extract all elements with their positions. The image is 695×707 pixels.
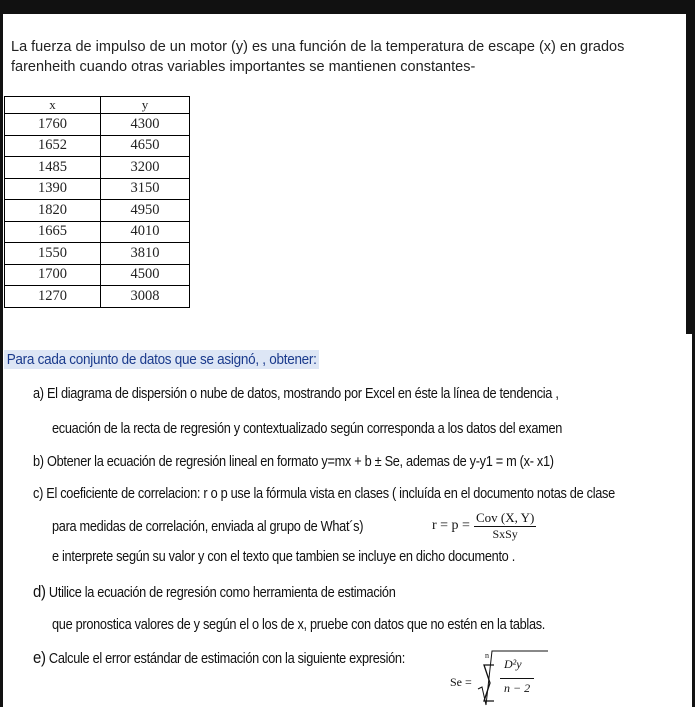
table-row — [5, 264, 190, 286]
correlation-formula — [432, 510, 536, 542]
correlation-denominator: SxSy — [492, 527, 518, 541]
standard-error-formula — [450, 647, 550, 707]
data-table — [4, 96, 190, 308]
table-header-row — [5, 97, 190, 114]
right-border-top — [686, 14, 695, 334]
summation-sign-icon — [482, 663, 496, 703]
item-c-text-1: El coeficiente de correlacion: r o p use la fórmula vista en clases ( incluída en el documento notas de clase — [46, 486, 615, 502]
table-row — [5, 243, 190, 265]
item-d-text-1: Utilice la ecuación de regresión como herramienta de estimación — [48, 585, 396, 601]
cell-x: 1485 — [5, 157, 101, 179]
item-e-text-1: Calcule el error estándar de estimación con la siguiente expresión: — [48, 651, 405, 667]
item-c-text-2: para medidas de correlación, enviada al grupo de What´s) — [52, 519, 364, 535]
cell-y: 4650 — [101, 135, 190, 157]
table-row — [5, 157, 190, 179]
cell-x: 1390 — [5, 178, 101, 200]
se-lhs: Se = — [450, 675, 472, 689]
cell-y: 4300 — [101, 114, 190, 136]
cell-x: 1652 — [5, 135, 101, 157]
left-border — [0, 14, 3, 707]
se-numerator: D²y — [504, 657, 522, 671]
instructions-heading: Para cada conjunto de datos que se asignó, , obtener: — [4, 350, 319, 369]
item-d-line-1 — [33, 582, 396, 602]
table-row — [5, 286, 190, 308]
item-e-label: e) — [33, 648, 46, 667]
correlation-lhs: r = p = — [432, 518, 470, 533]
correlation-fraction — [474, 510, 536, 542]
se-fraction-bar — [500, 678, 534, 679]
item-a-text-1: El diagrama de dispersión o nube de datos, mostrando por Excel en éste la línea de tendencia , — [46, 386, 559, 402]
cell-y: 3150 — [101, 178, 190, 200]
cell-y: 4010 — [101, 221, 190, 243]
item-b-label: b) — [33, 454, 44, 470]
se-upper-limit: n — [485, 651, 489, 660]
cell-x: 1665 — [5, 221, 101, 243]
cell-y: 3810 — [101, 243, 190, 265]
cell-x: 1820 — [5, 200, 101, 222]
item-e-line-1 — [33, 648, 405, 668]
cell-x: 1700 — [5, 264, 101, 286]
item-a-label: a) — [33, 386, 44, 402]
intro-paragraph — [11, 37, 671, 77]
header-y: y — [101, 97, 190, 114]
cell-x: 1760 — [5, 114, 101, 136]
item-c-line-1 — [33, 486, 615, 502]
cell-y: 3008 — [101, 286, 190, 308]
item-a-line-1 — [33, 386, 559, 402]
correlation-numerator: Cov (X, Y) — [475, 510, 535, 525]
table-row — [5, 200, 190, 222]
table-row — [5, 178, 190, 200]
table-row — [5, 114, 190, 136]
intro-line-2: farenheith cuando otras variables importantes se mantienen constantes- — [11, 59, 476, 75]
intro-line-1: La fuerza de impulso de un motor (y) es una función de la temperatura de escape (x) en grados — [11, 39, 625, 55]
item-a-text-2: ecuación de la recta de regresión y contextualizado según corresponda a los datos del examen — [52, 421, 563, 437]
cell-x: 1550 — [5, 243, 101, 265]
top-border — [0, 0, 695, 14]
item-d-label: d) — [33, 582, 46, 601]
item-d-text-2: que pronostica valores de y según el o los de x, pruebe con datos que no estén en la tablas. — [52, 617, 546, 633]
item-b-line — [33, 454, 554, 470]
cell-y: 3200 — [101, 157, 190, 179]
item-c-text-3: e interprete según su valor y con el texto que tambien se incluye en dicho documento . — [52, 549, 515, 565]
cell-y: 4950 — [101, 200, 190, 222]
se-denominator: n − 2 — [504, 681, 531, 695]
table-row — [5, 135, 190, 157]
item-c-label: c) — [33, 486, 44, 502]
item-b-text: Obtener la ecuación de regresión lineal en formato y=mx + b ± Se, ademas de y-y1 = m (x- x1) — [46, 454, 554, 470]
table-row — [5, 221, 190, 243]
cell-y: 4500 — [101, 264, 190, 286]
cell-x: 1270 — [5, 286, 101, 308]
header-x: x — [5, 97, 101, 114]
